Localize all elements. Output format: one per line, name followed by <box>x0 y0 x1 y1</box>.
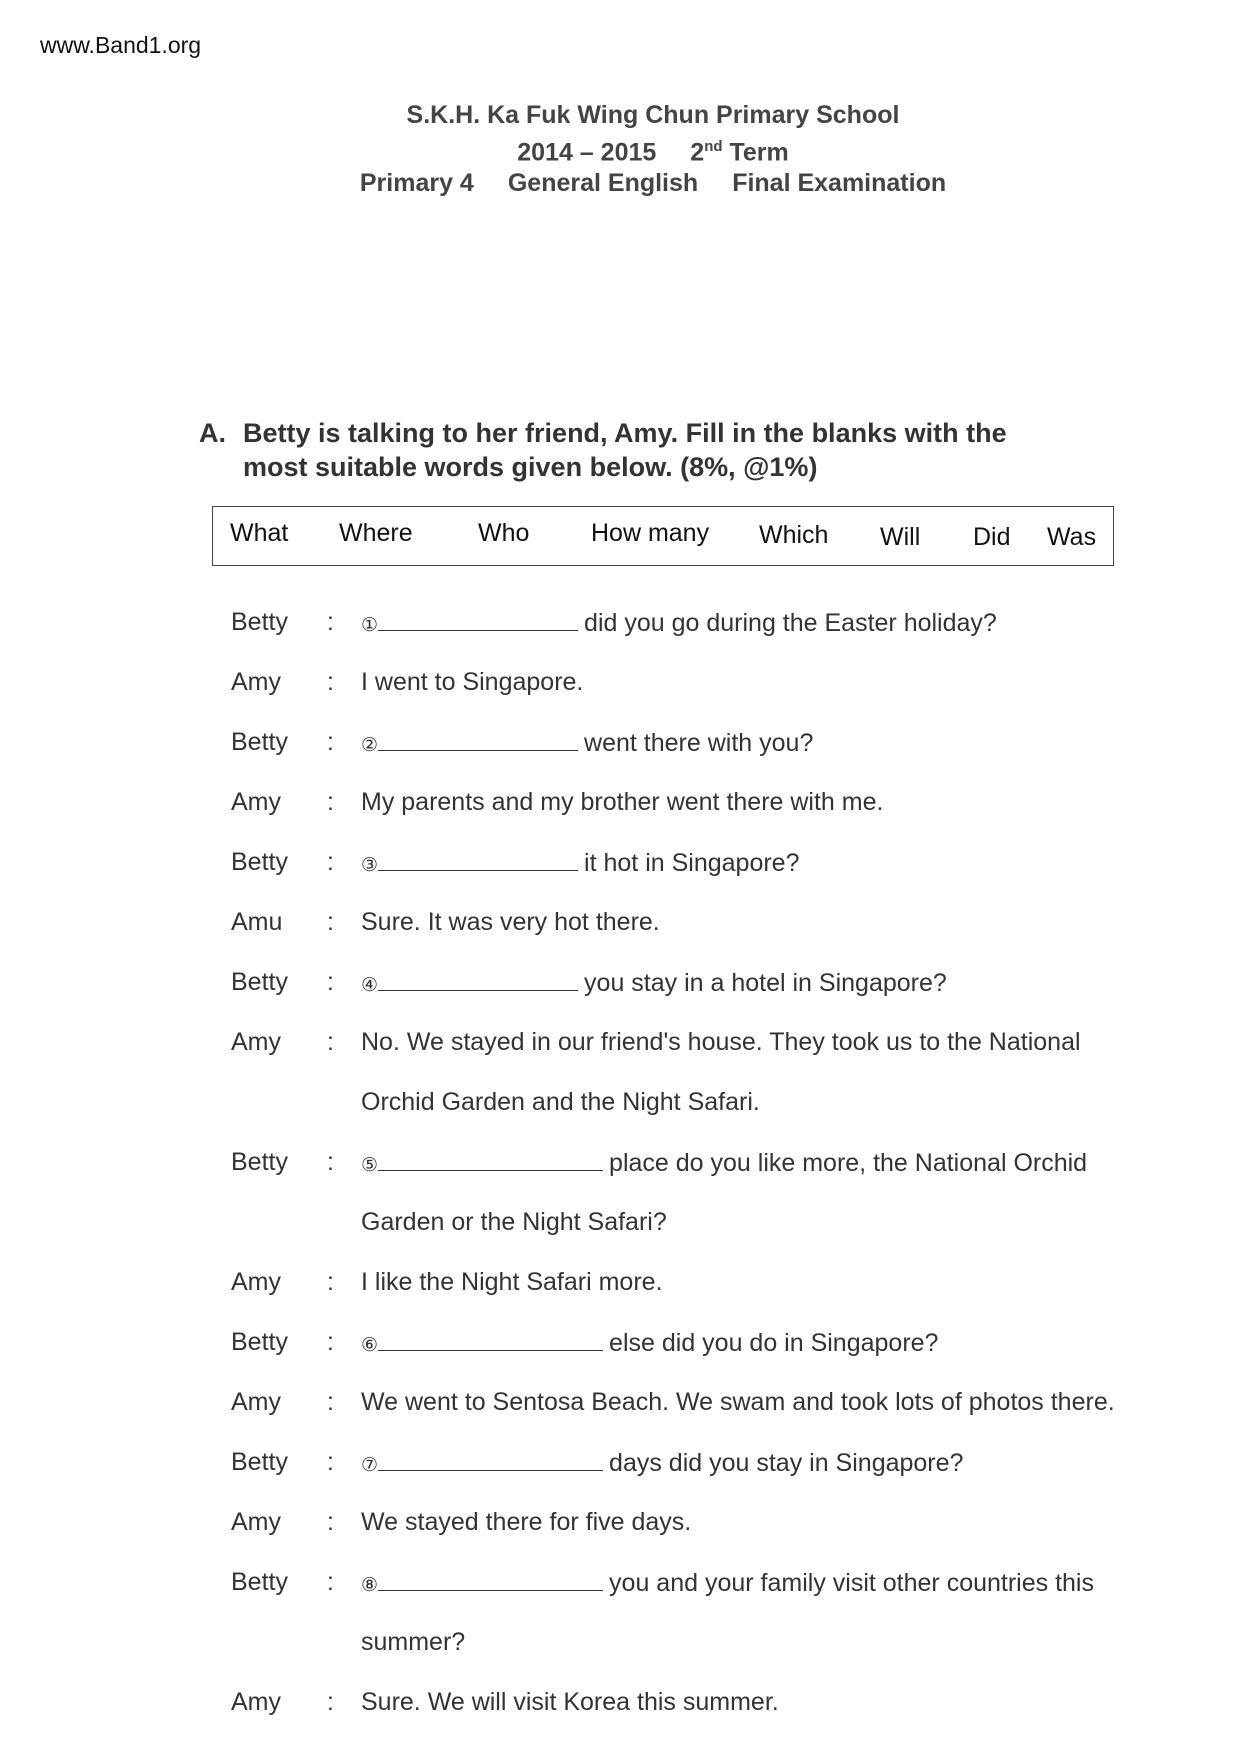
speaker: Amy <box>231 1268 281 1296</box>
school-name: S.K.H. Ka Fuk Wing Chun Primary School <box>406 101 900 129</box>
term-number: 2 <box>690 138 705 167</box>
line-text: days did you stay in Singapore? <box>609 1449 964 1477</box>
colon: : <box>327 728 334 756</box>
answer-blank[interactable] <box>378 848 578 871</box>
dialogue-line <box>0 1260 1240 1320</box>
question-number: ④ <box>361 975 379 996</box>
colon: : <box>327 1268 334 1296</box>
word-bank-item: Did <box>973 523 1011 551</box>
speaker: Amu <box>231 908 283 936</box>
dialogue-line <box>0 1380 1240 1440</box>
colon: : <box>327 788 334 816</box>
word-bank-item: Will <box>880 523 921 551</box>
dialogue-line <box>0 1200 1240 1260</box>
dialogue-line <box>0 660 1240 720</box>
word-bank-item: Which <box>759 521 829 549</box>
line-text: did you go during the Easter holiday? <box>584 609 997 637</box>
word-bank <box>212 506 1114 566</box>
colon: : <box>327 1688 334 1716</box>
grade: Primary 4 <box>359 169 474 198</box>
dialogue-text <box>361 1148 1087 1178</box>
colon: : <box>327 608 334 636</box>
section-a-instructions <box>199 416 1007 484</box>
term-line <box>0 131 1240 168</box>
word-bank-item: How many <box>591 519 710 547</box>
term-word: Term <box>729 138 789 167</box>
question-number: ⑦ <box>361 1455 379 1476</box>
dialogue-text <box>361 1628 465 1657</box>
answer-blank[interactable] <box>378 968 578 991</box>
dialogue-line <box>0 1320 1240 1380</box>
speaker: Amy <box>231 1388 281 1416</box>
line-text: Sure. We will visit Korea this summer. <box>361 1688 779 1716</box>
dialogue-text <box>361 1508 691 1537</box>
speaker: Betty <box>231 1568 288 1596</box>
line-text: Garden or the Night Safari? <box>361 1208 667 1236</box>
line-text: We stayed there for five days. <box>361 1508 692 1536</box>
exam-line <box>0 168 1240 199</box>
line-text: you and your family visit other countries this <box>609 1569 1094 1597</box>
speaker: Betty <box>231 728 288 756</box>
answer-blank[interactable] <box>378 728 578 751</box>
dialogue-text <box>361 608 997 638</box>
dialogue-line <box>0 1680 1240 1740</box>
dialogue <box>0 600 1240 1740</box>
dialogue-text <box>361 1388 1115 1417</box>
site-watermark: www.Band1.org <box>40 32 202 58</box>
colon: : <box>327 1148 334 1176</box>
dialogue-line <box>0 1140 1240 1200</box>
dialogue-text <box>361 848 799 878</box>
exam-header <box>0 100 1240 199</box>
speaker: Amy <box>231 788 281 816</box>
dialogue-text <box>361 1268 663 1297</box>
dialogue-line <box>0 1020 1240 1080</box>
answer-blank[interactable] <box>378 1448 603 1471</box>
dialogue-text <box>361 1088 760 1117</box>
dialogue-text <box>361 1448 963 1478</box>
speaker: Betty <box>231 968 288 996</box>
speaker: Betty <box>231 1148 288 1176</box>
speaker: Betty <box>231 848 288 876</box>
answer-blank[interactable] <box>378 608 578 631</box>
colon: : <box>327 1388 334 1416</box>
colon: : <box>327 1448 334 1476</box>
question-number: ⑥ <box>361 1335 379 1356</box>
dialogue-line <box>0 1560 1240 1620</box>
word-bank-item: Who <box>478 519 530 547</box>
line-text: Orchid Garden and the Night Safari. <box>361 1088 760 1116</box>
colon: : <box>327 1328 334 1356</box>
dialogue-text <box>361 908 660 937</box>
line-text: it hot in Singapore? <box>584 849 800 877</box>
line-text: went there with you? <box>584 729 814 757</box>
instruction-line-1: Betty is talking to her friend, Amy. Fill in the blanks with the <box>243 418 1007 448</box>
dialogue-text <box>361 728 813 758</box>
speaker: Betty <box>231 1328 288 1356</box>
speaker: Amy <box>231 1508 281 1536</box>
subject: General English <box>507 169 699 198</box>
colon: : <box>327 668 334 696</box>
line-text: else did you do in Singapore? <box>609 1329 939 1357</box>
dialogue-line <box>0 1080 1240 1140</box>
dialogue-line <box>0 1440 1240 1500</box>
dialogue-line <box>0 1500 1240 1560</box>
colon: : <box>327 1028 334 1056</box>
dialogue-line <box>0 900 1240 960</box>
speaker: Betty <box>231 608 288 636</box>
line-text: Sure. It was very hot there. <box>361 908 660 936</box>
colon: : <box>327 848 334 876</box>
dialogue-line <box>0 600 1240 660</box>
dialogue-text <box>361 1028 1081 1057</box>
line-text: I went to Singapore. <box>361 668 584 696</box>
section-label: A. <box>199 418 226 448</box>
term-suffix: nd <box>704 138 723 155</box>
dialogue-text <box>361 788 883 817</box>
question-number: ⑤ <box>361 1155 379 1176</box>
colon: : <box>327 1508 334 1536</box>
line-text: No. We stayed in our friend's house. They took us to the National <box>361 1028 1081 1056</box>
word-bank-item: Where <box>339 519 413 547</box>
line-text: you stay in a hotel in Singapore? <box>584 969 947 997</box>
question-number: ③ <box>361 855 379 876</box>
dialogue-text <box>361 1328 938 1358</box>
colon: : <box>327 1568 334 1596</box>
dialogue-text <box>361 668 583 697</box>
dialogue-line <box>0 960 1240 1020</box>
instruction-line-2: most suitable words given below. (8%, @1%) <box>243 452 818 482</box>
line-text: I like the Night Safari more. <box>361 1268 663 1296</box>
dialogue-line <box>0 840 1240 900</box>
speaker: Betty <box>231 1448 288 1476</box>
question-number: ② <box>361 735 379 756</box>
answer-blank[interactable] <box>378 1148 603 1171</box>
dialogue-text <box>361 1208 667 1237</box>
dialogue-line <box>0 1620 1240 1680</box>
question-number: ⑧ <box>361 1575 379 1596</box>
answer-blank[interactable] <box>378 1328 603 1351</box>
dialogue-line <box>0 720 1240 780</box>
year: 2014 – 2015 <box>517 138 657 167</box>
line-text: We went to Sentosa Beach. We swam and took lots of photos there. <box>361 1388 1115 1416</box>
exam-name: Final Examination <box>732 169 947 198</box>
dialogue-text <box>361 1688 779 1717</box>
word-bank-item: What <box>230 519 289 547</box>
speaker: Amy <box>231 668 281 696</box>
speaker: Amy <box>231 1688 281 1716</box>
colon: : <box>327 968 334 996</box>
line-text: My parents and my brother went there with me. <box>361 788 884 816</box>
answer-blank[interactable] <box>378 1568 603 1591</box>
line-text: place do you like more, the National Orchid <box>609 1149 1088 1177</box>
dialogue-line <box>0 780 1240 840</box>
dialogue-text <box>361 968 947 998</box>
colon: : <box>327 908 334 936</box>
question-number: ① <box>361 615 379 636</box>
word-bank-item: Was <box>1047 523 1097 551</box>
speaker: Amy <box>231 1028 281 1056</box>
dialogue-text <box>361 1568 1094 1598</box>
line-text: summer? <box>361 1628 466 1656</box>
